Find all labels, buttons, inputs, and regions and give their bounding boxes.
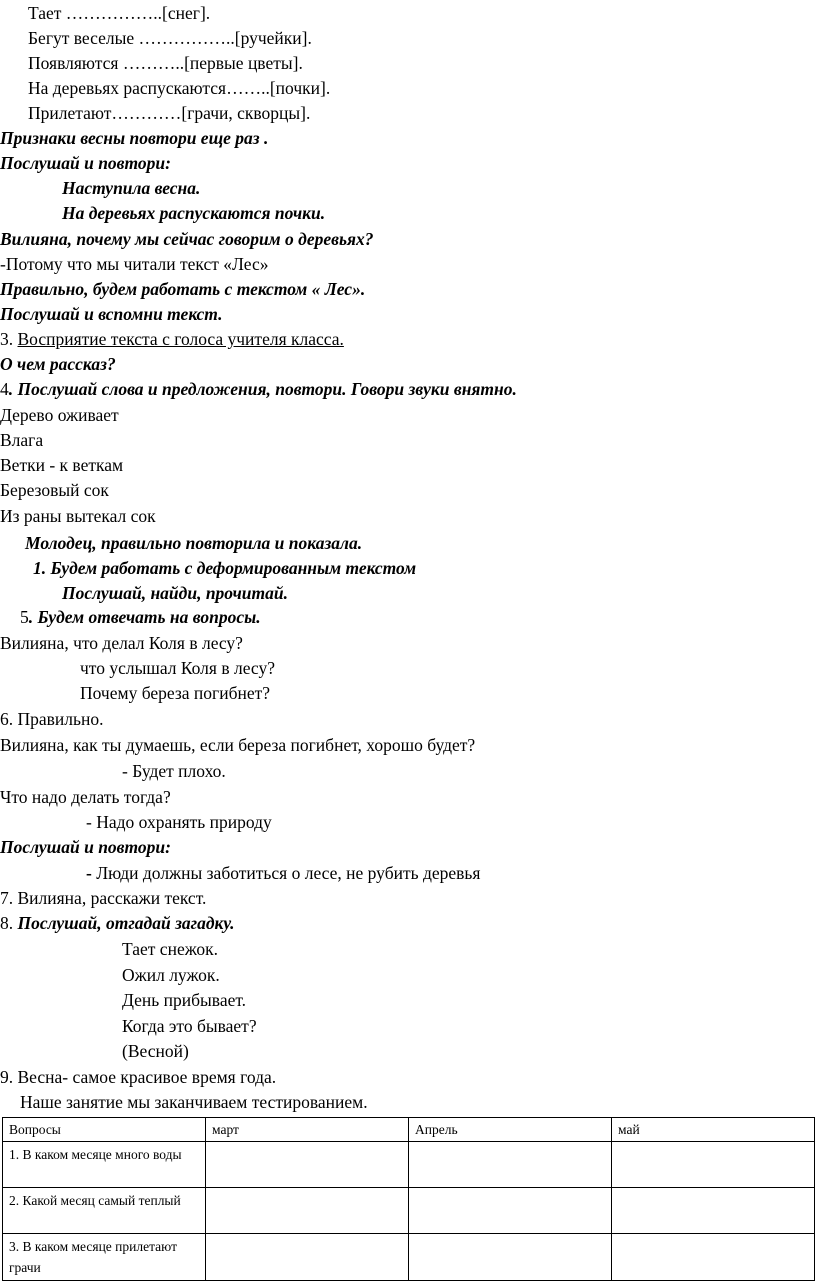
text-span: Молодец, правильно повторила и показала. [25,533,363,553]
text-line [28,77,330,99]
text-span: Послушай и вспомни текст. [0,304,223,324]
text-line [0,228,373,250]
text-span: 7. Вилияна, расскажи текст. [0,888,207,908]
text-span: (Весной) [122,1041,189,1061]
text-span: -Потому что мы читали текст «Лес» [0,254,269,274]
text-span: Дерево оживает [0,405,119,425]
question-cell: 1. В каком месяце много воды [3,1142,206,1188]
answer-cell [409,1142,612,1188]
text-span: Люди должны заботиться о лесе, не рубить деревья [96,863,481,883]
text-line [80,682,270,704]
text-span: Послушай и повтори: [0,837,171,857]
answer-cell [206,1142,409,1188]
text-line [0,253,268,275]
table-header-cell: Вопросы [3,1118,206,1142]
text-span: - [86,863,97,883]
text-line [80,657,275,679]
text-line [0,278,365,300]
text-line [122,964,220,986]
text-span: Послушай и повтори: [0,153,171,173]
text-line [0,378,517,400]
text-line [0,734,475,756]
text-line [28,52,303,74]
text-line [33,557,416,579]
text-line [122,1015,257,1037]
text-span: Послушай, отгадай загадку. [17,913,235,933]
text-span: 1. Будем работать с деформированным текстом [33,558,417,578]
text-span: Ветки - к веткам [0,455,124,475]
text-span: Восприятие текста с голоса учителя класса. [17,329,344,349]
text-span: О чем рассказ? [0,354,116,374]
text-span: - Будет плохо. [122,761,226,781]
answer-cell [206,1234,409,1281]
text-span: Тает ……………..[снег]. [28,3,211,23]
text-span: Вилияна, почему мы сейчас говорим о деревьях? [0,229,374,249]
text-line [0,632,243,654]
text-span: 4 [0,379,9,399]
text-span: Из раны вытекал сок [0,506,156,526]
text-line [0,708,104,730]
text-span: Почему береза погибнет? [80,683,271,703]
text-line [0,887,206,909]
text-line [122,1040,189,1062]
question-cell: 3. В каком месяце прилетают грачи [3,1234,206,1281]
text-span: Березовый сок [0,480,109,500]
text-line [0,479,109,501]
text-line [0,429,43,451]
text-span: Когда это бывает? [122,1016,257,1036]
text-span: Ожил лужок. [122,965,220,985]
text-span: Прилетают…………[грачи, скворцы]. [28,103,311,123]
text-span: Наступила весна. [62,178,201,198]
text-span: 8. [0,913,18,933]
text-line [0,836,171,858]
text-line [28,2,210,24]
text-span: День прибывает. [122,990,247,1010]
text-span: 9. Весна- самое красивое время года. [0,1067,277,1087]
text-line [20,606,261,628]
text-span: Послушай, найди, прочитай. [62,583,288,603]
question-cell: 2. Какой месяц самый теплый [3,1188,206,1234]
answer-cell [612,1234,815,1281]
text-span: Правильно, будем работать с текстом « Лес». [0,279,366,299]
text-span: 3. [0,329,18,349]
table-row [3,1234,815,1281]
table-row [3,1188,815,1234]
text-line [0,1066,276,1088]
text-span: - Надо охранять природу [86,812,272,832]
text-line [28,27,312,49]
text-span: . Послушай слова и предложения, повтори. Говори звуки внятно. [8,379,517,399]
text-span: На деревьях распускаются почки. [62,203,326,223]
text-line [86,811,272,833]
table-header-cell: март [206,1118,409,1142]
text-span: что услышал Коля в лесу? [80,658,275,678]
text-line [0,786,171,808]
text-line [0,912,234,934]
text-line [122,989,246,1011]
answer-cell [612,1142,815,1188]
table-header-cell: май [612,1118,815,1142]
text-line [0,404,119,426]
text-span: На деревьях распускаются……..[почки]. [28,78,331,98]
text-line [62,177,200,199]
text-span: 6. Правильно. [0,709,104,729]
text-line [0,328,344,350]
text-span: Влага [0,430,44,450]
answer-cell [409,1188,612,1234]
text-span: Появляются ………..[первые цветы]. [28,53,303,73]
text-line [28,102,310,124]
text-span: Признаки весны повтори еще раз . [0,128,269,148]
text-span: Тает снежок. [122,939,218,959]
table-header-row [3,1118,815,1142]
text-span: Вилияна, как ты думаешь, если береза погибнет, хорошо будет? [0,735,476,755]
table-header-cell: Апрель [409,1118,612,1142]
text-span: Вилияна, что делал Коля в лесу? [0,633,243,653]
text-line [122,760,226,782]
answer-cell [409,1234,612,1281]
text-line [0,353,116,375]
text-line [0,152,171,174]
answer-cell [206,1188,409,1234]
text-line [0,505,156,527]
table-row [3,1142,815,1188]
text-line [62,582,288,604]
text-span: Наше занятие мы заканчиваем тестированием. [20,1092,368,1112]
text-line [0,127,268,149]
answer-cell [612,1188,815,1234]
text-line [25,532,362,554]
text-line [0,454,123,476]
text-line [62,202,325,224]
text-span: Что надо делать тогда? [0,787,171,807]
text-span: Бегут веселые ……………..[ручейки]. [28,28,312,48]
text-line [86,862,480,884]
text-span: . Будем отвечать на вопросы. [28,607,261,627]
text-line [20,1091,368,1113]
text-line [122,938,218,960]
text-span: 5 [20,607,29,627]
test-table [2,1117,815,1281]
text-line [0,303,223,325]
